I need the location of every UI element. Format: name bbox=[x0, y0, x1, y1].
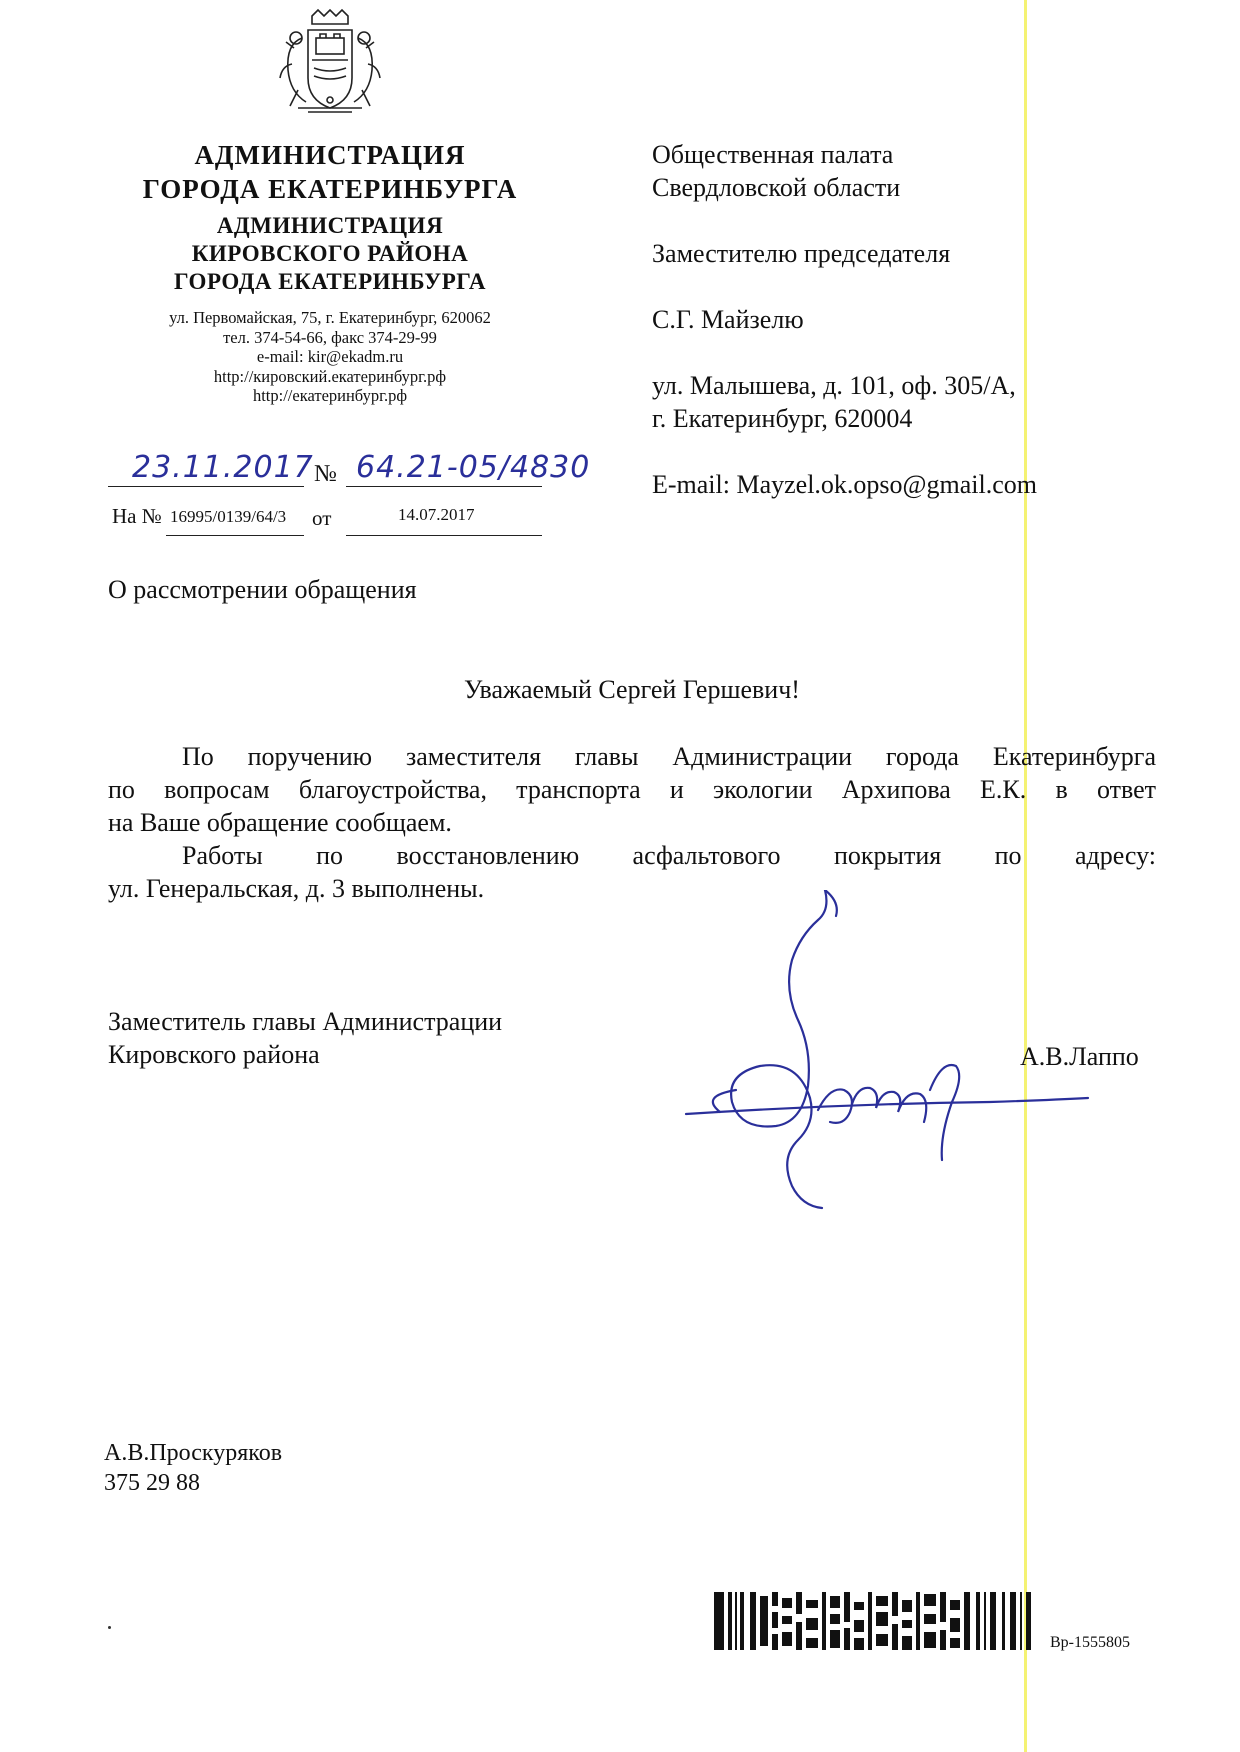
registration-date: 23.11.2017 bbox=[132, 450, 314, 485]
registration-number-underline bbox=[346, 486, 542, 487]
registration-number-label: № bbox=[314, 461, 337, 487]
reference-from-label: от bbox=[312, 506, 332, 530]
sender-email: e-mail: kir@ekadm.ru bbox=[256, 347, 404, 366]
executor-block bbox=[104, 1438, 282, 1498]
registration-date-underline bbox=[108, 486, 304, 487]
reference-date-underline bbox=[346, 535, 542, 536]
recipient-position: Заместителю председателя bbox=[652, 239, 951, 268]
sender-block bbox=[100, 138, 560, 406]
recipient-name: С.Г. Майзелю bbox=[652, 305, 804, 334]
recipient-org-line1: Общественная палата bbox=[652, 140, 894, 169]
barcode-id: Вр-1555805 bbox=[1050, 1634, 1130, 1651]
signatory-title-line1: Заместитель главы Администрации bbox=[108, 1007, 503, 1036]
reference-number-underline bbox=[166, 535, 304, 536]
body-p1-line2: по вопросам благоустройства, транспорта и экологии Архипова Е.К. в ответ bbox=[108, 775, 1156, 804]
body-p2-line1: Работы по восстановлению асфальтового покрытия по адресу: bbox=[182, 841, 1156, 870]
recipient-email: E-mail: Mayzel.ok.opso@gmail.com bbox=[652, 470, 1037, 499]
letter-subject: О рассмотрении обращения bbox=[108, 575, 417, 604]
recipient-address2: г. Екатеринбург, 620004 bbox=[652, 404, 913, 433]
reference-label: На № bbox=[112, 504, 162, 528]
registration-number: 64.21-05/4830 bbox=[356, 450, 591, 485]
city-coat-of-arms-icon bbox=[268, 8, 388, 114]
sender-org-line2: ГОРОДА ЕКАТЕРИНБУРГА bbox=[142, 174, 518, 204]
sender-address: ул. Первомайская, 75, г. Екатеринбург, 620062 bbox=[169, 308, 491, 327]
sender-site2: http://екатеринбург.рф bbox=[252, 386, 408, 405]
sender-dept-line2: КИРОВСКОГО РАЙОНА bbox=[191, 241, 469, 266]
salutation: Уважаемый Сергей Гершевич! bbox=[464, 675, 800, 704]
sender-dept-line1: АДМИНИСТРАЦИЯ bbox=[216, 213, 444, 238]
sender-org-line1: АДМИНИСТРАЦИЯ bbox=[194, 140, 466, 170]
letter-body bbox=[108, 740, 1156, 905]
sender-phones: тел. 374-54-66, факс 374-29-99 bbox=[223, 327, 437, 347]
body-p1-line3: на Ваше обращение сообщаем. bbox=[108, 808, 452, 837]
executor-name: А.В.Проскуряков bbox=[104, 1440, 283, 1466]
sender-site1: http://кировский.екатеринбург.рф bbox=[213, 366, 447, 386]
sender-dept-line3: ГОРОДА ЕКАТЕРИНБУРГА bbox=[174, 269, 486, 294]
signatory-name: А.В.Лаппо bbox=[1020, 1042, 1139, 1071]
reference-date: 14.07.2017 bbox=[398, 505, 475, 524]
handwritten-signature bbox=[680, 890, 1100, 1230]
reference-number: 16995/0139/64/3 bbox=[170, 507, 287, 526]
stray-dot bbox=[108, 1626, 111, 1629]
body-p1-line1: По поручению заместителя главы Администрации города Екатеринбурга bbox=[182, 742, 1156, 771]
executor-phone: 375 29 88 bbox=[104, 1470, 200, 1496]
barcode bbox=[714, 1592, 1044, 1650]
recipient-org-line2: Свердловской области bbox=[652, 173, 901, 202]
body-p2-line2: ул. Генеральская, д. 3 выполнены. bbox=[108, 874, 485, 903]
recipient-address1: ул. Малышева, д. 101, оф. 305/А, bbox=[652, 371, 1016, 400]
signatory-title bbox=[108, 1005, 502, 1071]
recipient-block bbox=[652, 138, 1132, 501]
signatory-title-line2: Кировского района bbox=[108, 1040, 320, 1069]
